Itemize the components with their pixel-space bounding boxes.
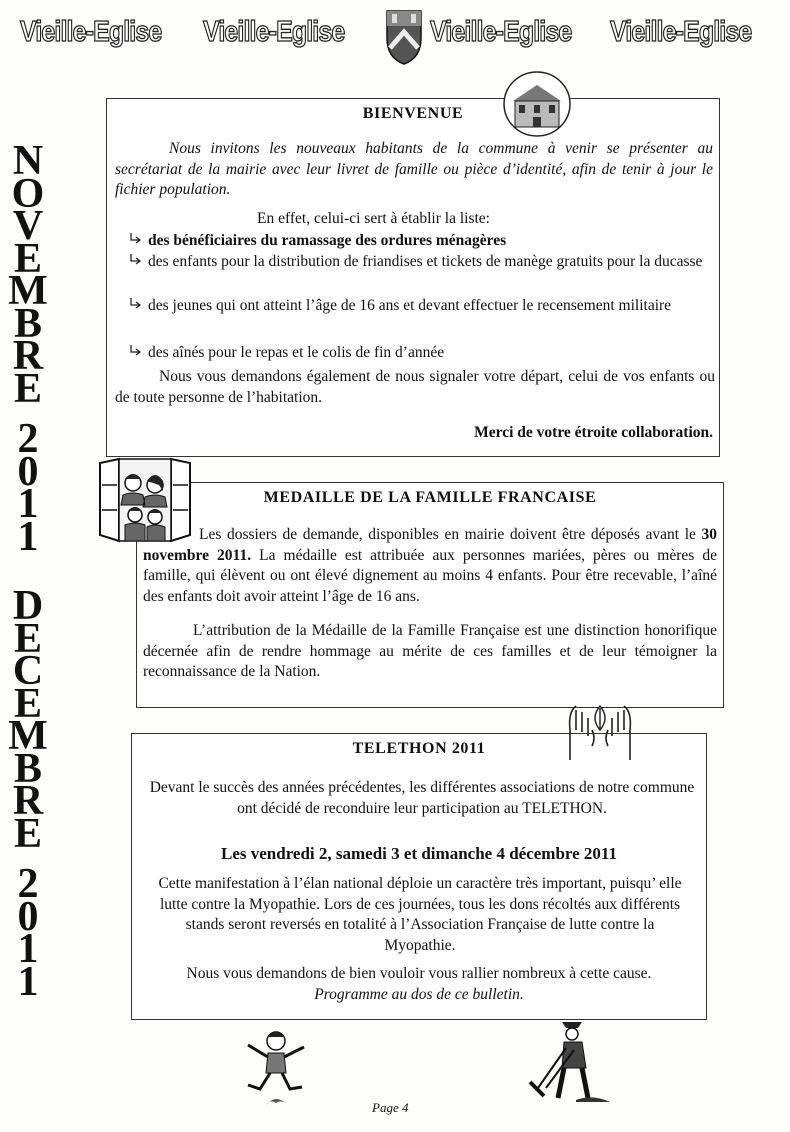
telethon-dates: Les vendredi 2, samedi 3 et dimanche 4 décembre 2011 bbox=[220, 844, 617, 863]
side-letter: 2 bbox=[17, 861, 39, 907]
medaille-box bbox=[136, 482, 724, 708]
medaille-title: MEDAILLE DE LA FAMILLE FRANCAISE bbox=[263, 489, 597, 506]
side-letter: C bbox=[12, 648, 44, 694]
list-item: des aînés pour le repas et le colis de fin d’année bbox=[129, 343, 713, 364]
side-letter: 1 bbox=[17, 958, 39, 1005]
side-letter: V bbox=[12, 203, 44, 249]
header-word: Vieille-Eglise bbox=[203, 16, 345, 48]
side-letter: 1 bbox=[17, 513, 39, 560]
telethon-paragraph-2: Cette manifestation à l’élan national déploie un caractère très important, puisqu’ elle lutte contre la Myopathie. Lors de ces journées, tous les dons récoltés aux différents stands seront reversés en totalité à l’Association Française de lutte contre la Myopathie. bbox=[158, 875, 682, 954]
telethon-box bbox=[131, 733, 707, 1020]
town-hall-icon bbox=[503, 71, 571, 137]
arrow-icon bbox=[129, 232, 144, 245]
side-letter: B bbox=[13, 745, 42, 792]
list-item: des enfants pour la distribution de friandises et tickets de manège gratuits pour la ducasse bbox=[129, 252, 717, 273]
bienvenue-box bbox=[106, 98, 720, 457]
side-letter: O bbox=[11, 170, 45, 217]
side-letter: R bbox=[12, 778, 44, 824]
medaille-paragraph-1: Les dossiers de demande, disponibles en mairie doivent être déposés avant le 30 novembre 2011. La médaille est attribuée aux personnes mariées, pères ou mères de famille, qui élèvent ou ont élevé dignement au moins 4 enfants. Pour être recevable, l’aîné des enfants doit avoir atteint l’âge de 16 ans. bbox=[143, 526, 717, 605]
arrow-icon bbox=[129, 297, 144, 310]
gardener-icon bbox=[516, 1018, 612, 1104]
bienvenue-lead: En effet, celui-ci sert à établir la liste: bbox=[257, 210, 490, 227]
medaille-paragraph-2: L’attribution de la Médaille de la Famille Française est une distinction honorifique décernée afin de rendre hommage au mérite de ces familles et de leur témoigner la reconnaissance de la Nation. bbox=[143, 622, 717, 680]
side-letter: E bbox=[13, 810, 42, 857]
side-letter: 2 bbox=[17, 416, 39, 462]
telethon-title: TELETHON 2011 bbox=[352, 740, 486, 757]
page-number: Page 4 bbox=[372, 1100, 409, 1115]
bienvenue-title: BIENVENUE bbox=[362, 105, 464, 122]
arrow-icon bbox=[129, 253, 144, 266]
side-letter: 1 bbox=[17, 926, 39, 972]
side-letter: 1 bbox=[17, 481, 39, 527]
telethon-paragraph-1: Devant le succès des années précédentes, les différentes associations de notre commune ont décidé de reconduire leur participation au TELETHON. bbox=[149, 779, 695, 817]
side-month-november bbox=[3, 138, 53, 560]
side-letter: E bbox=[13, 680, 42, 727]
side-letter: E bbox=[13, 615, 42, 662]
side-letter: E bbox=[13, 235, 42, 282]
side-letter: 0 bbox=[17, 448, 39, 495]
medaille-deadline: 30 novembre 2011. bbox=[143, 526, 717, 564]
bienvenue-depart: Nous vous demandons également de nous signaler votre départ, celui de vos enfants ou de toute personne de l’habitation. bbox=[115, 368, 715, 406]
header-word: Vieille-Eglise bbox=[20, 16, 162, 48]
list-item: des jeunes qui ont atteint l’âge de 16 ans et devant effectuer le recensement militaire bbox=[129, 296, 713, 317]
telethon-paragraph-3: Nous vous demandons de bien vouloir vous rallier nombreux à cette cause. bbox=[186, 965, 652, 982]
bienvenue-intro: Nous invitons les nouveaux habitants de la commune à venir se présenter au secrétariat de la mairie avec leur livret de famille ou pièce d’identité, afin de tenir à jour le fichier population. bbox=[115, 140, 713, 198]
side-letter: B bbox=[13, 300, 42, 347]
family-window-icon bbox=[97, 455, 193, 547]
side-letter: N bbox=[12, 138, 44, 184]
side-letter: 0 bbox=[17, 893, 39, 940]
side-letter: E bbox=[13, 365, 42, 412]
telethon-programme: Programme au dos de ce bulletin. bbox=[314, 986, 524, 1003]
crest-icon bbox=[384, 8, 424, 66]
header-word: Vieille-Eglise bbox=[430, 16, 572, 48]
jumping-boy-icon bbox=[226, 1027, 318, 1111]
hands-leaf-icon bbox=[562, 700, 638, 762]
side-letter: M bbox=[8, 268, 48, 314]
arrow-icon bbox=[129, 344, 144, 357]
side-letter: R bbox=[12, 333, 44, 379]
header-word: Vieille-Eglise bbox=[610, 16, 752, 48]
header-banner bbox=[0, 2, 790, 72]
side-month-december bbox=[3, 583, 53, 1005]
list-item: des bénéficiaires du ramassage des ordures ménagères bbox=[129, 231, 709, 252]
bienvenue-thanks: Merci de votre étroite collaboration. bbox=[474, 424, 713, 441]
side-letter: M bbox=[8, 713, 48, 759]
side-letter: D bbox=[12, 583, 44, 629]
